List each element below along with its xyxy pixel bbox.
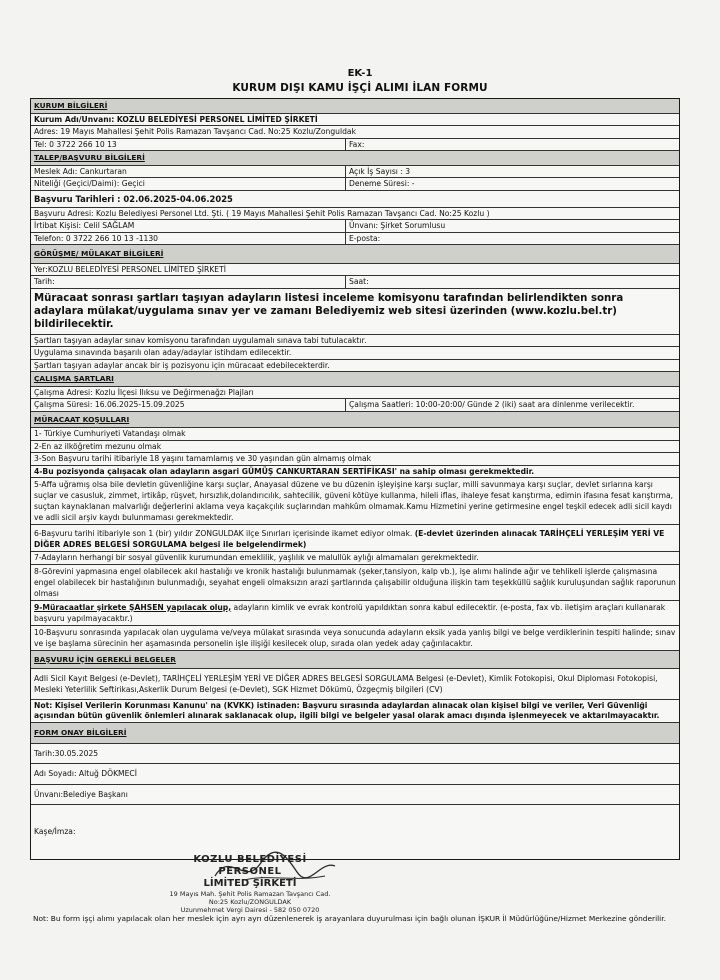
irtibat-kisisi: İrtibat Kişisi: Celil SAĞLAM bbox=[31, 220, 346, 232]
gerekli-belgeler: Adli Sicil Kayıt Belgesi (e-Devlet), TARİHÇELİ YERLEŞİM YERİ VE DİĞER ADRES BELGESİ SORGULAMA Belgesi (e-Devlet), Kimlik Fotokopisi, Okul Diploması Fotokopisi, Mesleki Yeterlilik Seftirikası,Askerlik Durum Belgesi (e-Devlet), SGK Hizmet Dökümü, Özgeçmiş bilgileri (CV) bbox=[34, 674, 658, 694]
form-title: KURUM DIŞI KAMU İŞÇİ ALIMI İLAN FORMU bbox=[232, 82, 488, 94]
kosul-5: 5-Affa uğramış olsa bile devletin güvenliğine karşı suçlar, Anayasal düzene ve bu düzenin işleyişine karşı suçlar, milli savunmaya karşı suçlar, devlet sırlarına karşı suçlar ve casusluk, zimmet, irtikâp, rüşvet, hırsızlık,dolandırıcılık, sahtecilik, güveni kötüye kullanma, hileli iflas, ihaleye fesat karıştırma, edimin ifasına fesat karıştırma, suçtan kaynaklanan malvarlığı değerlerini aklama veya kaçakçılık suçlarından mahkûm olmamak.Kamu Hizmetini yerine getirmesine engel teşkil edecek adli sicil kaydı ve adli sicil arşiv kaydı bulunmaması gerekmektedir. bbox=[34, 480, 674, 522]
kurum-fax: Fax: bbox=[349, 139, 365, 149]
acik-is-sayisi: Açık İş Sayısı : 3 bbox=[349, 166, 411, 176]
section-kurum: KURUM BİLGİLERİ bbox=[31, 99, 679, 114]
irtibat-unvani: Ünvanı: Şirket Sorumlusu bbox=[349, 221, 446, 230]
kvkk-notu: Not: Kişisel Verilerin Korunması Kanunu' na (KVKK) istinaden: Başvuru sırasında adaylardan alınacak olan kişisel bilgi ve veriler, Veri Güvenliği açısından bütün güvenlik önlemleri alınarak saklanacak olup, ilgili bilgi ve belgeler yasal olarak amacı dışında işlenmeyecek ve aktarılmayacaktır. bbox=[34, 701, 660, 720]
kurum-tel: Tel: 0 3722 266 10 13 bbox=[31, 139, 346, 151]
eposta: E-posta: bbox=[349, 233, 381, 243]
telefon: Telefon: 0 3722 266 10 13 -1130 bbox=[31, 233, 346, 245]
section-talep: TALEP/BAŞVURU BİLGİLERİ bbox=[31, 151, 679, 166]
footer-note: Not: Bu form işçi alımı yapılacak olan her meslek için ayrı ayrı düzenlenerek iş arayanlara duyurulması için bağlı olunan İŞKUR İl Müdürlüğüne/Hizmet Merkezine gönderilir. bbox=[33, 914, 666, 923]
kurum-adi: Kurum Adı/Unvanı: KOZLU BELEDİYESİ PERSONEL LİMİTED ŞİRKETİ bbox=[34, 114, 318, 124]
gorusme-yer: Yer:KOZLU BELEDİYESİ PERSONEL LİMİTED ŞİRKETİ bbox=[34, 264, 226, 274]
gorusme-saat: Saat: bbox=[349, 277, 369, 286]
kosul-9: 9-Müracaatlar şirkete ŞAHSEN yapılacak olup, adayların kimlik ve evrak kontrolü yapıldıktan sonra kabul edilecektir. (e-posta, fax vb. iletişim araçları kullanarak başvuru yapılmayacaktır.) bbox=[34, 602, 666, 623]
onay-tarih: Tarih:30.05.2025 bbox=[34, 748, 99, 758]
kosul-4: 4-Bu pozisyonda çalışacak olan adayların asgari GÜMÜŞ CANKURTARAN SERTİFİKASI' na sahip olması gerekmektedir. bbox=[34, 466, 535, 476]
kosul-8: 8-Görevini yapmasına engel olabilecek akıl hastalığı ve kronik hastalığı bulunmamak (şeker,tansiyon, kalp vb.), işe alımı halinde ağır ve tehlikeli işlerde çalışmasına engel olabilecek bir hastalığının bulunmadığı, seyahat engeli olmaksızın arazi şartlarında çalışabilir olduğuna ilişkin tam teşekküllü sağlık kuruluşundan sağlık raporunun olması bbox=[34, 566, 676, 598]
kosul-10: 10-Başvuru sonrasında yapılacak olan uygulama ve/veya mülakat sırasında veya sonucunda adayların eksik yada yanlış bilgi ve belge verdiklerinin tespiti halinde; sınav ve işe başlama sürecinin her aşamasında personelin işle ilişiği kesilecek olup, sırada olan yedek aday çağırılacaktır. bbox=[34, 627, 676, 648]
calisma-saatleri: Çalışma Saatleri: 10:00-20:00/ Günde 2 (iki) saat ara dinlenme verilecektir. bbox=[349, 400, 635, 409]
onay-unvani: Ünvanı:Belediye Başkanı bbox=[34, 789, 128, 799]
gorusme-tarih: Tarih: bbox=[31, 276, 346, 288]
niteligi: Niteliği (Geçici/Daimi): Geçici bbox=[31, 178, 346, 190]
section-belgeler: BAŞVURU İÇİN GEREKLİ BELGELER bbox=[31, 651, 679, 670]
sart-1: Şartları taşıyan adaylar sınav komisyonu tarafından uygulamalı sınava tabi tutulacaktır. bbox=[34, 335, 367, 345]
sart-3: Şartları taşıyan adaylar ancak bir iş pozisyonu için müracaat edebilecekterdir. bbox=[34, 360, 330, 370]
sart-2: Uygulama sınavında başarılı olan aday/adaylar istihdam edilecektir. bbox=[34, 348, 292, 357]
kosul-2: 2-En az ilköğretim mezunu olmak bbox=[34, 441, 162, 451]
onay-adi-soyadi: Adı Soyadı: Altuğ DÖKMECİ bbox=[34, 769, 137, 778]
kurum-adres: Adres: 19 Mayıs Mahallesi Şehit Polis Ramazan Tavşancı Cad. No:25 Kozlu/Zonguldak bbox=[34, 127, 356, 136]
deneme-suresi: Deneme Süresi: - bbox=[349, 179, 415, 188]
section-onay: FORM ONAY BİLGİLERİ bbox=[31, 723, 679, 744]
basvuru-tarihleri: Başvuru Tarihleri : 02.06.2025-04.06.2025 bbox=[34, 193, 233, 204]
kosul-1: 1- Türkiye Cumhuriyeti Vatandaşı olmak bbox=[34, 429, 186, 438]
mulakat-duyurusu: Müracaat sonrası şartları taşıyan adayların listesi inceleme komisyonu tarafından belirlendikten sonra adaylara mülakat/uygulama sınav yer ve zamanı Belediyemiz web sitesi üzerinden (www.kozlu.bel.tr) bildirilecektir. bbox=[34, 292, 624, 330]
section-kosullar: MÜRACAAT KOŞULLARI bbox=[31, 412, 679, 429]
basvuru-adresi: Başvuru Adresi: Kozlu Belediyesi Personel Ltd. Şti. ( 19 Mayıs Mahallesi Şehit Polis Ramazan Tavşancı Cad. No:25 Kozlu ) bbox=[34, 208, 490, 218]
section-gorusme: GÖRÜŞME/ MÜLAKAT BİLGİLERİ bbox=[31, 245, 679, 264]
kosul-6: 6-Başvuru tarihi itibariyle son 1 (bir) yıldır ZONGULDAK ilçe Sınırları içerisinde ikamet ediyor olmak. (E-devlet üzerinden alınacak TARİHÇELİ YERLEŞİM YERİ VE DİĞER ADRES BELGESİ SORGULAMA belgesi ile belgelendirmek) bbox=[34, 529, 665, 549]
kosul-7: 7-Adayların herhangi bir sosyal güvenlik kurumundan emeklilik, yaşlılık ve malullük aylığı almamaları gerekmektedir. bbox=[34, 553, 479, 562]
annex-label: EK-1 bbox=[347, 68, 373, 79]
meslek-adi: Meslek Adı: Cankurtaran bbox=[31, 166, 346, 178]
calisma-suresi: Çalışma Süresi: 16.06.2025-15.09.2025 bbox=[31, 399, 346, 411]
calisma-adresi: Çalışma Adresi: Kozlu İlçesi Ilıksu ve Değirmenağzı Plajları bbox=[34, 387, 254, 397]
company-stamp: KOZLU BELEDİYESİ PERSONEL LİMİTED ŞİRKETİ 19 Mayıs Mah. Şehit Polis Ramazan Tavşancı Cad. No:25 Kozlu/ZONGULDAK Uzunmehmet Vergi Dairesi - 582 050 0720 bbox=[169, 854, 331, 914]
section-calisma: ÇALIŞMA ŞARTLARI bbox=[31, 372, 679, 387]
form-table bbox=[30, 98, 680, 860]
kase-imza: Kaşe/İmza: bbox=[34, 827, 76, 836]
kosul-3: 3-Son Başvuru tarihi itibariyle 18 yaşını tamamlamış ve 30 yaşından gün almamış olmak bbox=[34, 454, 372, 463]
